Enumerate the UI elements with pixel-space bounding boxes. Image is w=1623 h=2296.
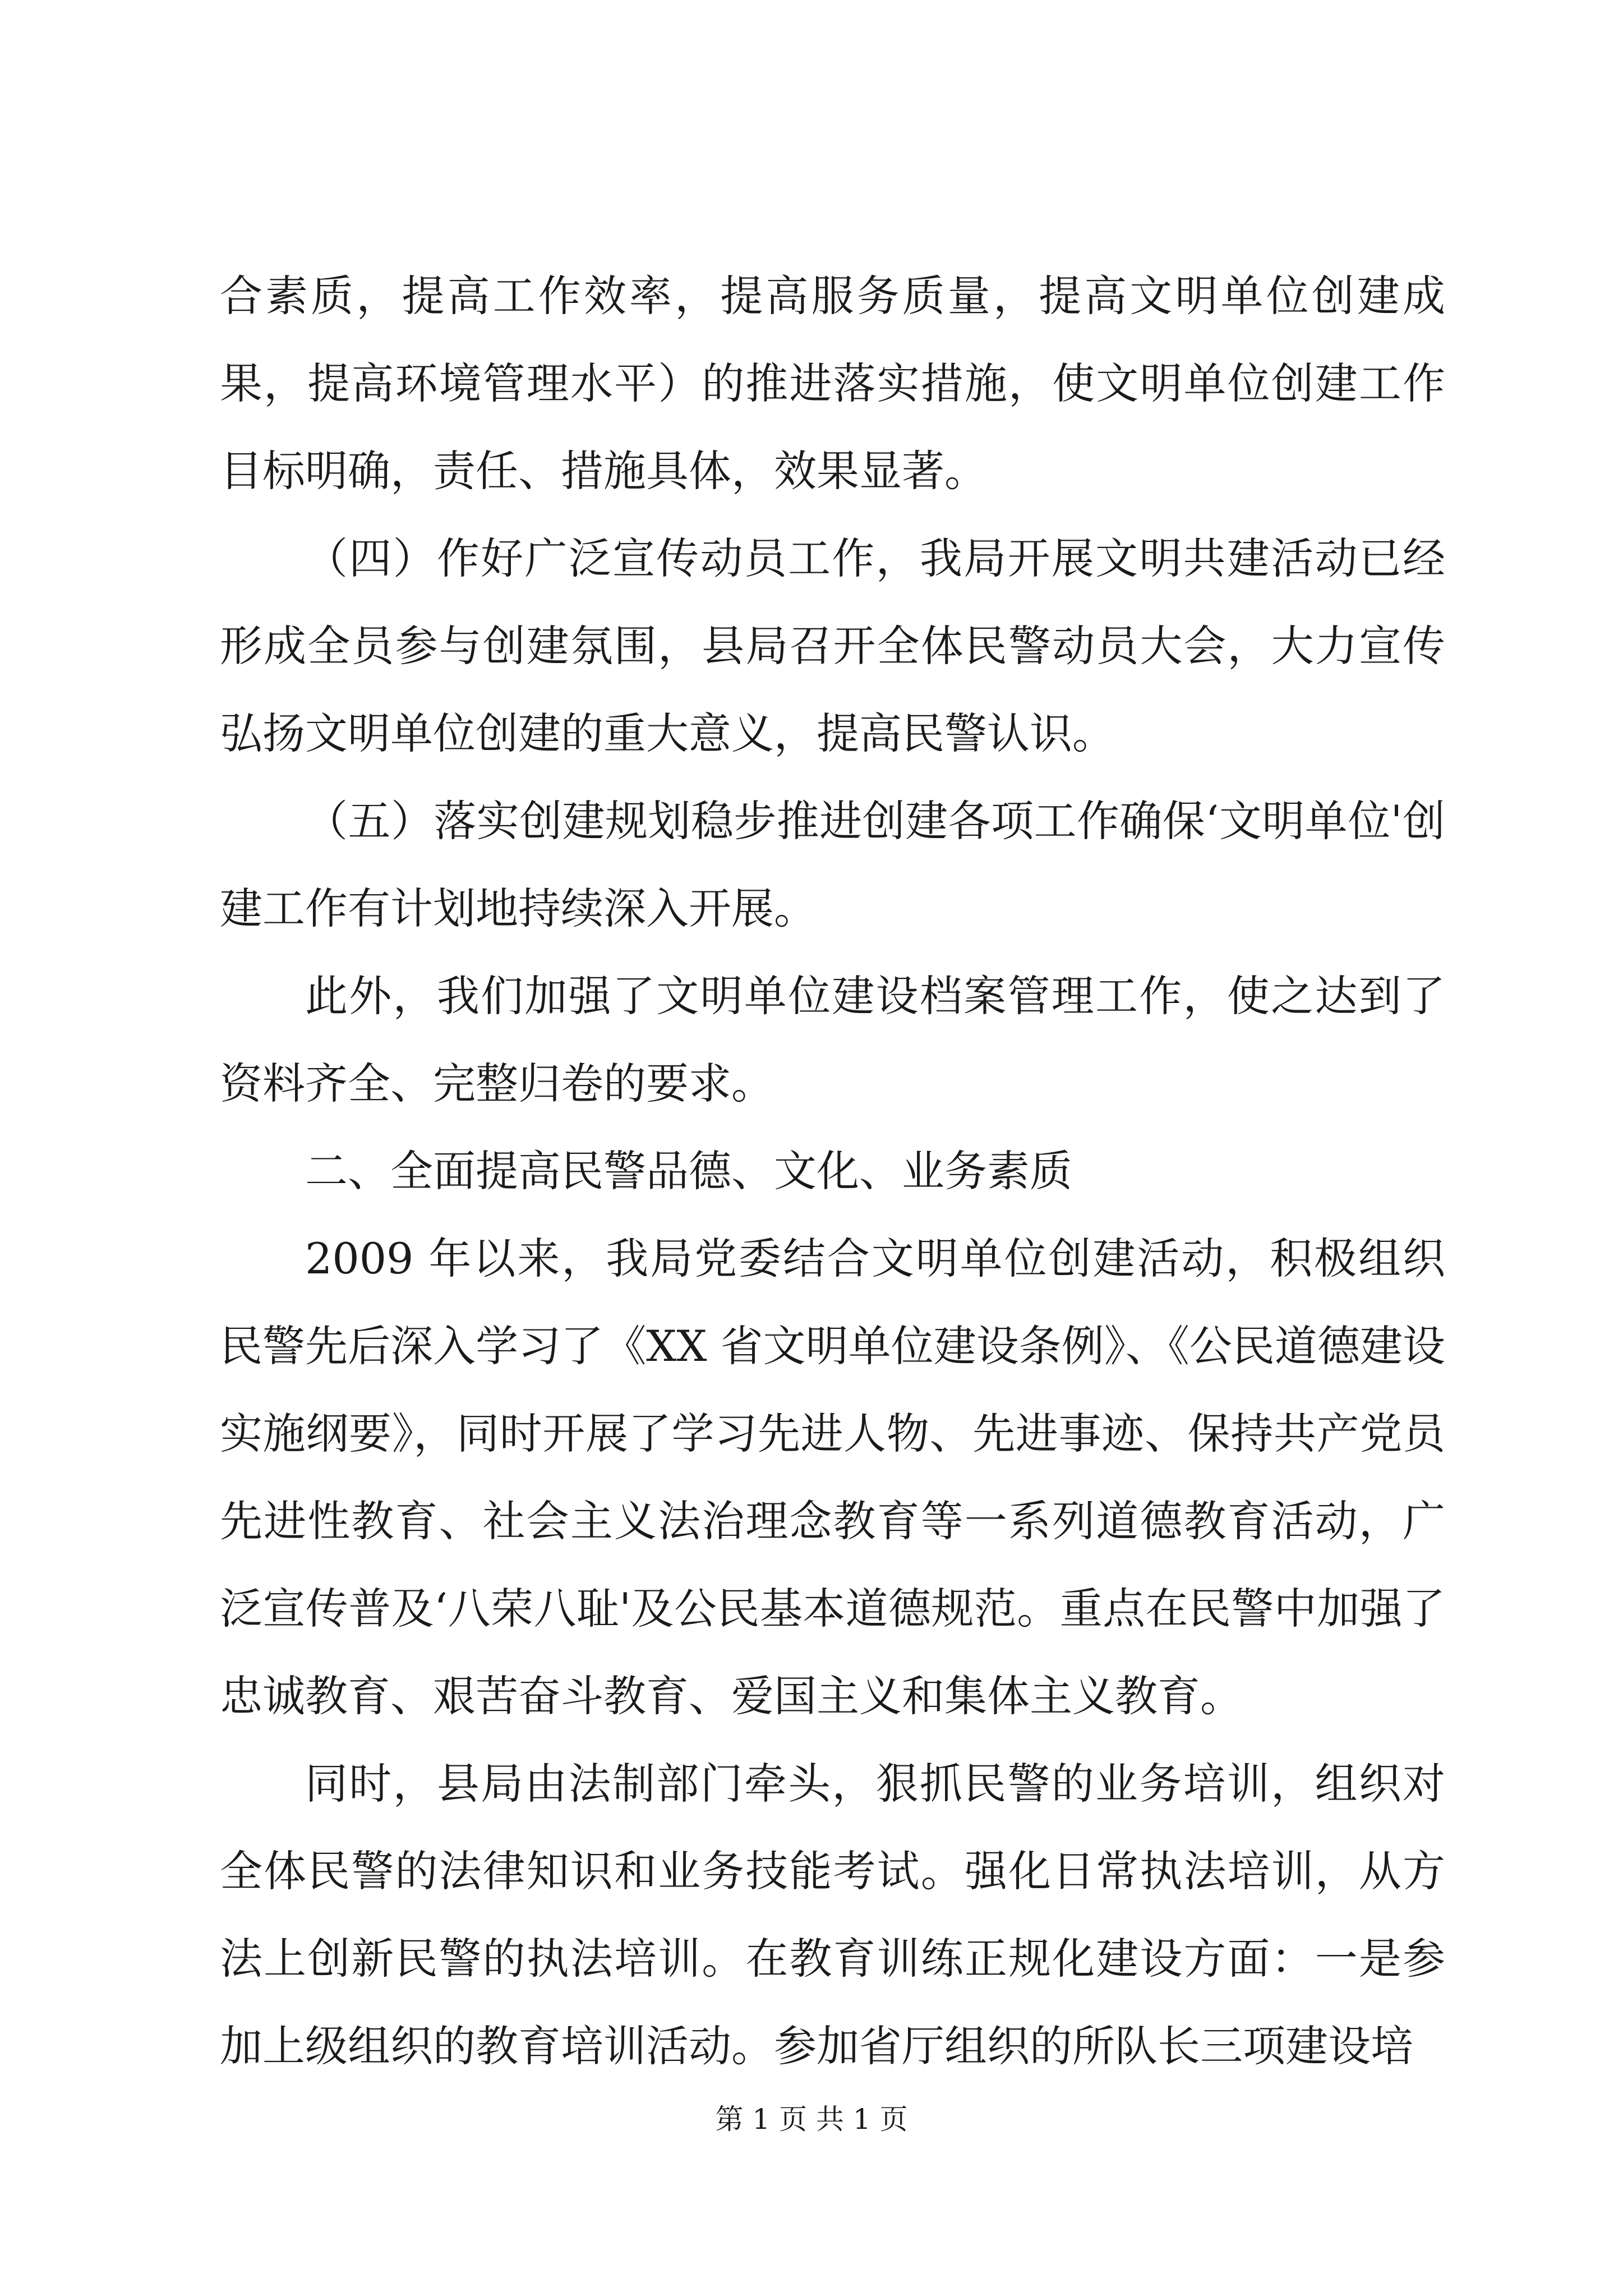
section-heading-2: 二、全面提高民警品德、文化、业务素质: [305, 1146, 1072, 1196]
page-footer: 第 1 页 共 1 页: [715, 2103, 908, 2136]
paragraph-archives: 此外，我们加强了文明单位建设档案管理工作，使之达到了资料齐全、完整归卷的要求。: [220, 971, 1445, 1108]
paragraph-training: 同时，县局由法制部门牵头，狠抓民警的业务培训，组织对全体民警的法律知识和业务技能考试。强化日常执法培训，从方法上创新民警的执法培训。在教育训练正规化建设方面：一是参加上级组织的教育培训活动。参加省厅组织的所队长三项建设培: [220, 1759, 1445, 2071]
paragraph-section-5: （五）落实创建规划稳步推进创建各项工作确保‘文明单位'创建工作有计划地持续深入开展。: [220, 796, 1445, 933]
paragraph-section-4: （四）作好广泛宣传动员工作，我局开展文明共建活动已经形成全员参与创建氛围，县局召开全体民警动员大会，大力宣传弘扬文明单位创建的重大意义，提高民警认识。: [220, 533, 1445, 758]
paragraph-continuation: 合素质，提高工作效率，提高服务质量，提高文明单位创建成果，提高环境管理水平）的推进落实措施，使文明单位创建工作目标明确，责任、措施具体，效果显著。: [220, 271, 1445, 496]
body-text: [220, 252, 1445, 2090]
paragraph-moral-education: 2009 年以来，我局党委结合文明单位创建活动，积极组织民警先后深入学习了《XX 省文明单位建设条例》、《公民道德建设实施纲要》，同时开展了学习先进人物、先进事迹、保持共产党员先进性教育、社会主义法治理念教育等一系列道德教育活动，广泛宣传普及‘八荣八耻'及公民基本道德规范。重点在民警中加强了忠诚教育、艰苦奋斗教育、爱国主义和集体主义教育。: [220, 1234, 1445, 1721]
